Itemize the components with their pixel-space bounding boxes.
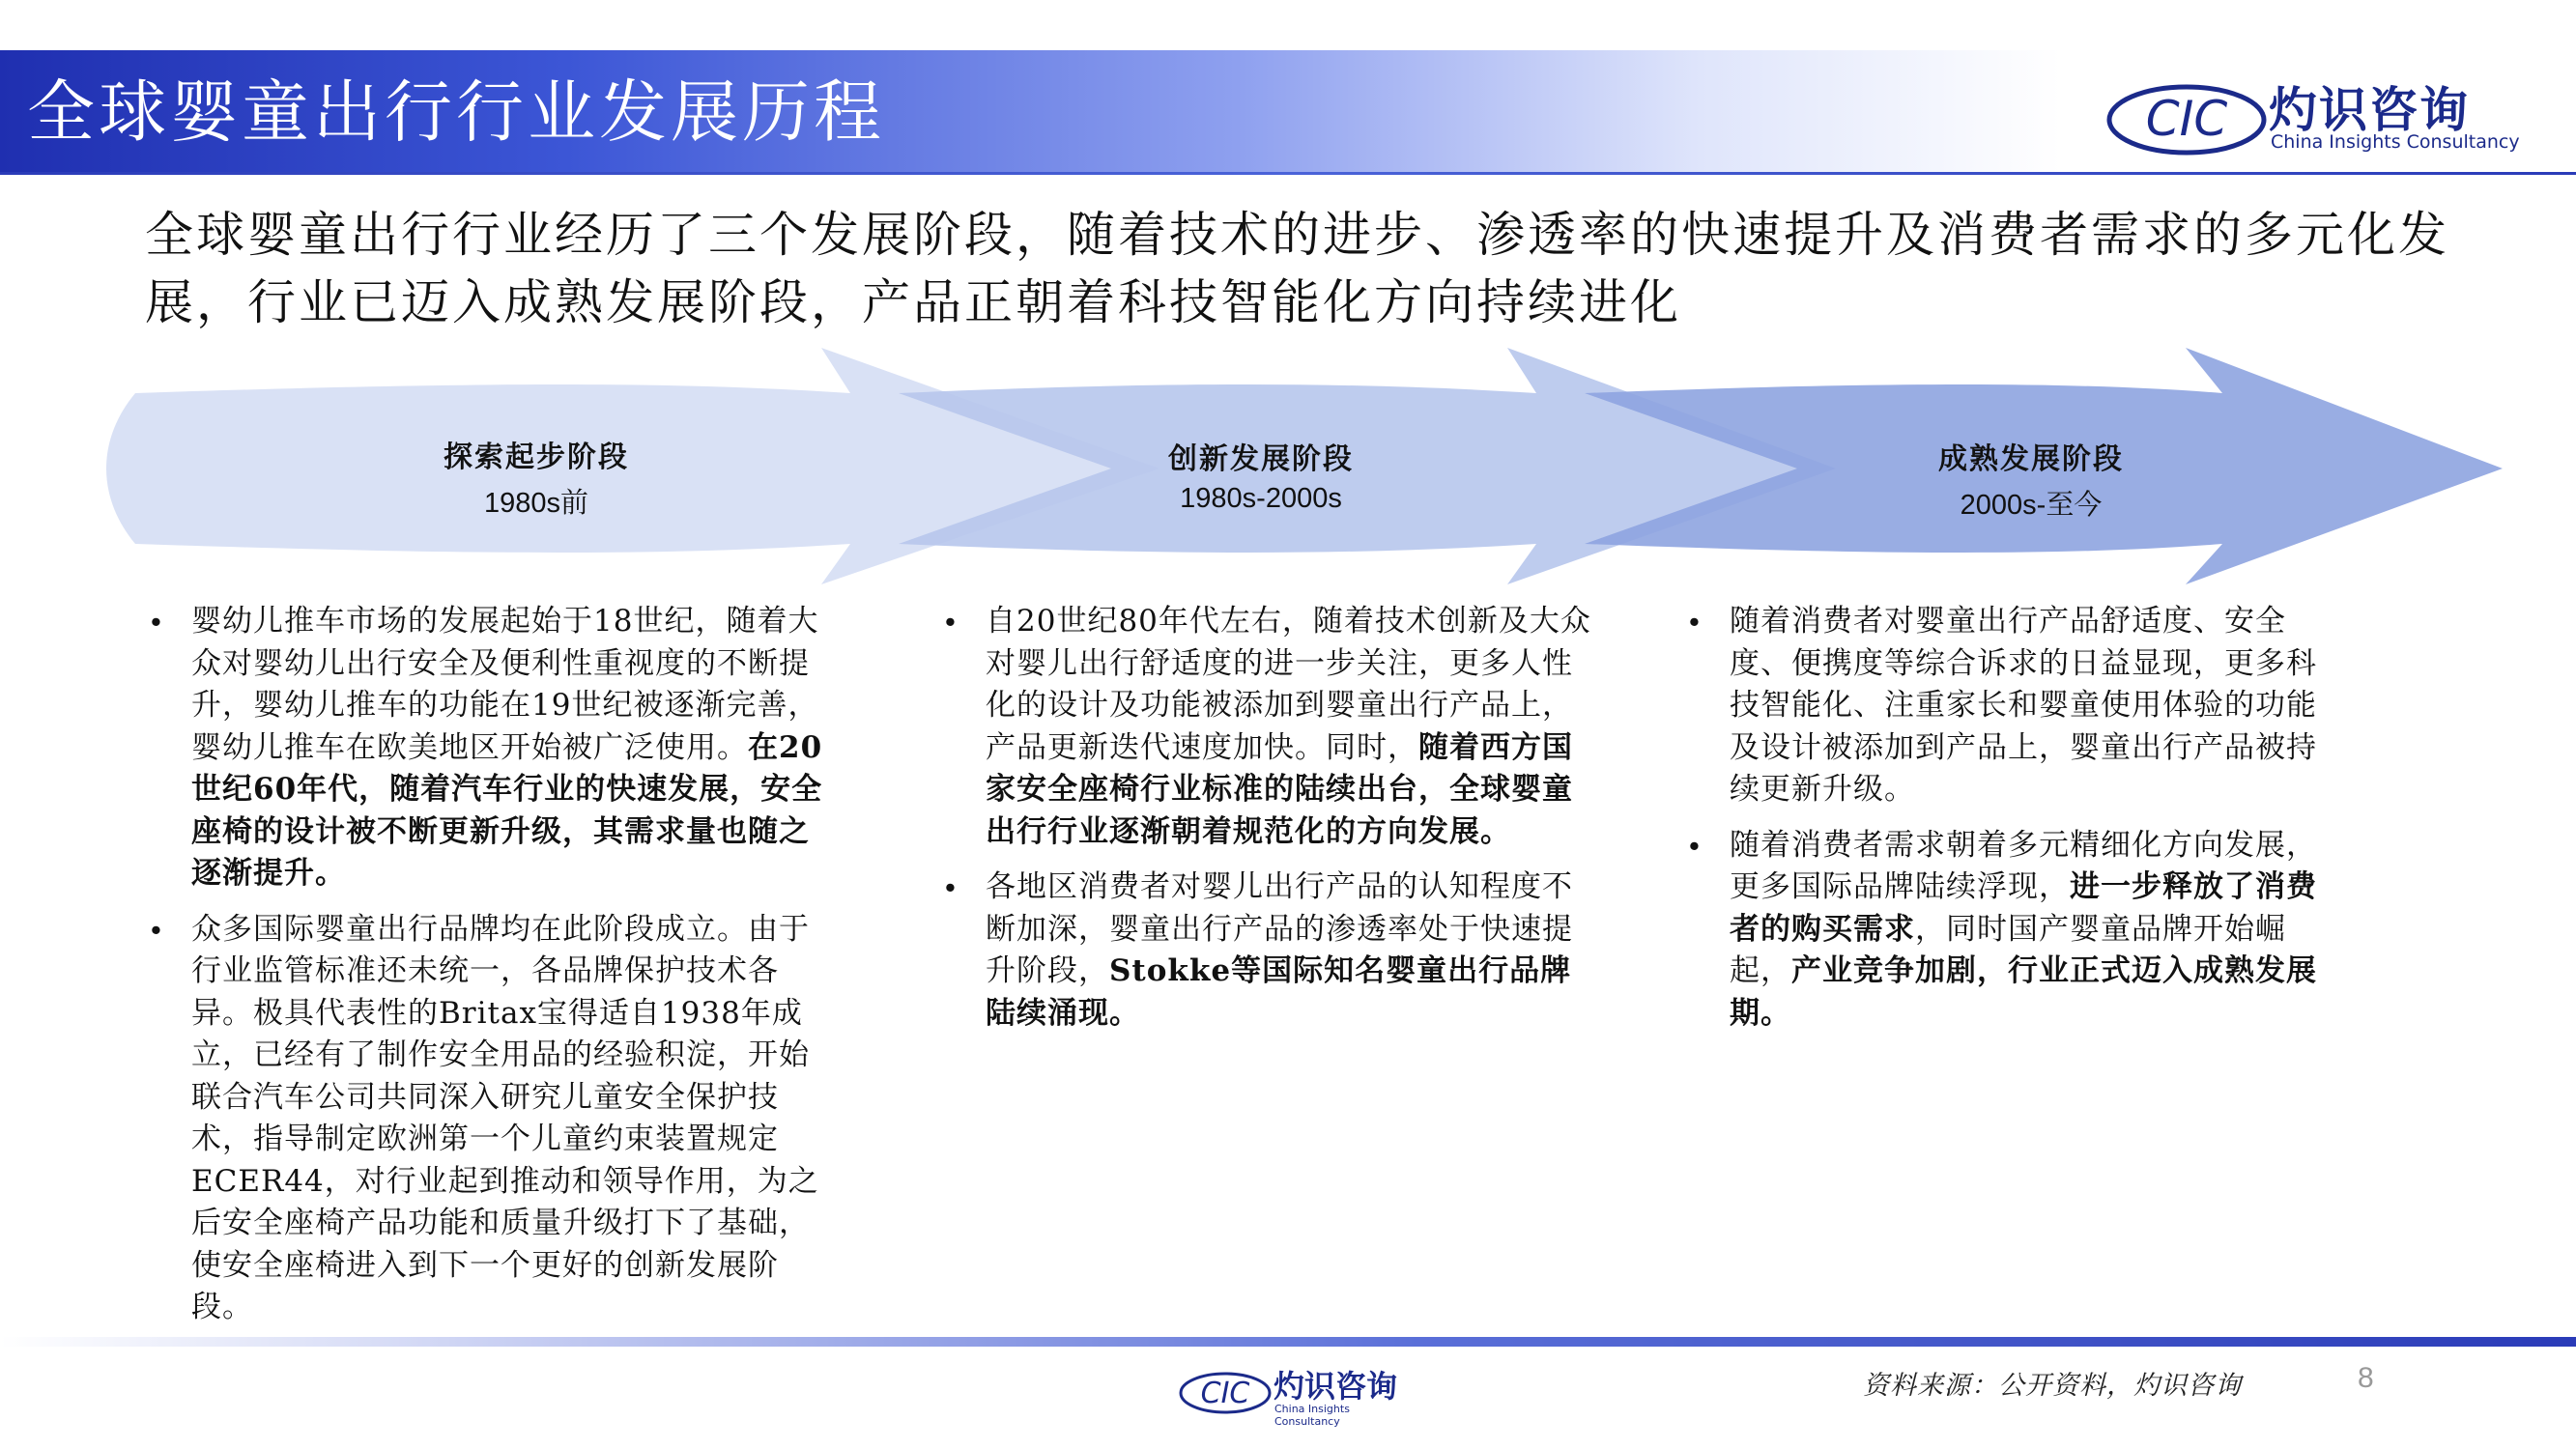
header-divider xyxy=(0,172,2576,175)
stage-2-name: 创新发展阶段 xyxy=(1168,442,1354,476)
list-item xyxy=(945,867,1602,1035)
text-segment: 随着消费者需求朝着多元精细化方向发展，更多国际品牌陆续浮现， xyxy=(1730,827,2317,904)
page-number: 8 xyxy=(2358,1362,2374,1394)
footer-cic-logo-mark: CIC xyxy=(1200,1377,1250,1410)
list-item xyxy=(945,601,1602,853)
text-segment: 随着消费者对婴童出行产品舒适度、安全度、便携度等综合诉求的日益显现，更多科技智能化、注重家长和婴童使用体验的功能及设计被添加到产品上，婴童出行产品被持续更新升级。 xyxy=(1730,604,2317,807)
stage-1-period: 1980s前 xyxy=(483,488,588,519)
stage-1-name: 探索起步阶段 xyxy=(444,440,629,474)
text-segment-bold: 产业竞争加剧，行业正式迈入成熟发展期。 xyxy=(1730,953,2317,1031)
text-segment: 各地区消费者对婴儿出行产品的认知程度不断加深，婴童出行产品的渗透率处于快速提升阶段， xyxy=(986,869,1573,988)
stage-2-period: 1980s-2000s xyxy=(1180,483,1342,514)
page-title: 全球婴童出行行业发展历程 xyxy=(27,72,885,152)
footer-logo-name-cn: 灼识咨询 xyxy=(1274,1368,1398,1405)
list-item xyxy=(151,601,837,895)
footer-logo xyxy=(1177,1362,1409,1428)
key-message: 全球婴童出行行业经历了三个发展阶段，随着技术的进步、渗透率的快速提升及消费者需求的多元化发展，行业已迈入成熟发展阶段，产品正朝着科技智能化方向持续进化 xyxy=(145,207,2449,330)
text-segment-bold: 在20世纪60年代，随着汽车行业的快速发展，安全座椅的设计被不断更新升级，其需求量也随之逐渐提升。 xyxy=(191,729,823,891)
text-segment: 众多国际婴童出行品牌均在此阶段成立。由于行业监管标准还未统一，各品牌保护技术各异。极具代表性的Britax宝得适自1938年成立，已经有了制作安全用品的经验积淀，开始联合汽车公司共同深入研究儿童安全保护技术，指导制定欧洲第一个儿童约束装置规定ECER44，对行业起到推动和领导作用，为之后安全座椅产品功能和质量升级打下了基础，使安全座椅进入到下一个更好的创新发展阶段。 xyxy=(191,911,819,1324)
cic-logo-icon xyxy=(1177,1362,1274,1420)
company-logo xyxy=(2104,70,2559,166)
list-item xyxy=(1689,601,2336,811)
stage-3-label xyxy=(1857,435,2205,523)
text-segment-bold: 随着西方国家安全座椅行业标准的陆续出台，全球婴童出行行业逐渐朝着规范化的方向发展。 xyxy=(986,729,1573,849)
cic-logo-icon xyxy=(2104,70,2269,166)
stage-1-details xyxy=(151,601,837,1343)
text-segment: 自20世纪80年代左右，随着技术创新及大众对婴儿出行舒适度的进一步关注，更多人性化的设计及功能被添加到婴童出行产品上，产品更新迭代速度加快。同时， xyxy=(986,604,1591,765)
footer-logo-name-en: China Insights Consultancy xyxy=(1274,1403,1350,1428)
text-segment-bold: 进一步释放了消费者的购买需求 xyxy=(1730,869,2317,947)
text-segment-bold: Stokke等国际知名婴童出行品牌陆续涌现。 xyxy=(986,953,1572,1031)
list-item xyxy=(151,909,837,1329)
cic-logo-mark: CIC xyxy=(2145,91,2228,147)
stage-2-label xyxy=(1087,435,1435,515)
footer-divider xyxy=(0,1337,2576,1347)
source-note: 资料来源：公开资料，灼识咨询 xyxy=(1863,1371,2242,1401)
list-item xyxy=(1689,825,2336,1036)
stage-3-details xyxy=(1689,601,2336,1048)
stage-2-details xyxy=(945,601,1602,1048)
stage-3-name: 成熟发展阶段 xyxy=(1938,442,2124,476)
logo-name-en: China Insights Consultancy xyxy=(2271,131,2520,153)
text-segment: ，同时国产婴童品牌开始崛起， xyxy=(1730,911,2286,988)
stage-3-period: 2000s-至今 xyxy=(1960,490,2103,521)
stage-1-label xyxy=(362,433,710,521)
text-segment: 婴幼儿推车市场的发展起始于18世纪，随着大众对婴幼儿出行安全及便利性重视度的不断提升，婴幼儿推车的功能在19世纪被逐渐完善，婴幼儿推车在欧美地区开始被广泛使用。 xyxy=(191,604,819,765)
logo-name-cn: 灼识咨询 xyxy=(2269,82,2470,138)
